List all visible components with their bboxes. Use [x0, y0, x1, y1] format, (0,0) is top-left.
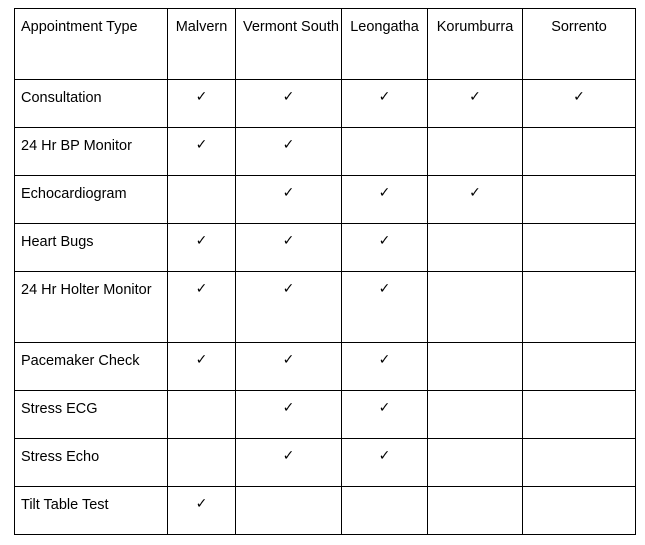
availability-cell [342, 128, 428, 176]
column-header-malvern: Malvern [168, 9, 236, 80]
checkmark-icon: ✓ [378, 185, 391, 201]
table-row [15, 439, 636, 487]
availability-cell [428, 224, 523, 272]
availability-cell [168, 80, 236, 128]
availability-cell [342, 80, 428, 128]
appointment-type-label: 24 Hr BP Monitor [15, 128, 168, 176]
availability-cell [523, 391, 636, 439]
column-header-korumburra: Korumburra [428, 9, 523, 80]
availability-cell [168, 128, 236, 176]
availability-cell [523, 487, 636, 535]
checkmark-icon: ✓ [282, 281, 295, 297]
column-header-appointment-type: Appointment Type [15, 9, 168, 80]
availability-cell [523, 439, 636, 487]
availability-cell [236, 272, 342, 343]
table-row [15, 80, 636, 128]
table-row [15, 176, 636, 224]
availability-cell [236, 487, 342, 535]
checkmark-icon: ✓ [282, 400, 295, 416]
appointment-availability-table [14, 8, 636, 535]
availability-cell [428, 391, 523, 439]
table-row [15, 128, 636, 176]
availability-cell [168, 391, 236, 439]
checkmark-icon: ✓ [282, 137, 295, 153]
availability-cell [342, 391, 428, 439]
availability-cell [428, 80, 523, 128]
availability-cell [236, 176, 342, 224]
column-header-leongatha: Leongatha [342, 9, 428, 80]
availability-cell [342, 224, 428, 272]
availability-cell [342, 487, 428, 535]
appointment-type-label: 24 Hr Holter Monitor [15, 272, 168, 343]
availability-cell [236, 80, 342, 128]
availability-cell [236, 224, 342, 272]
checkmark-icon: ✓ [573, 89, 585, 105]
availability-cell [428, 343, 523, 391]
table-row [15, 343, 636, 391]
appointment-type-label: Pacemaker Check [15, 343, 168, 391]
availability-cell [523, 224, 636, 272]
availability-cell [342, 439, 428, 487]
availability-cell [342, 272, 428, 343]
checkmark-icon: ✓ [282, 89, 295, 105]
availability-cell [342, 176, 428, 224]
checkmark-icon: ✓ [195, 496, 208, 512]
table-row [15, 391, 636, 439]
availability-cell [523, 80, 636, 128]
availability-cell [168, 272, 236, 343]
column-header-vermont-south: Vermont South [236, 9, 342, 80]
appointment-type-label: Stress Echo [15, 439, 168, 487]
appointment-type-label: Stress ECG [15, 391, 168, 439]
availability-cell [168, 487, 236, 535]
availability-cell [236, 439, 342, 487]
availability-cell [168, 224, 236, 272]
checkmark-icon: ✓ [378, 448, 391, 464]
availability-cell [168, 343, 236, 391]
checkmark-icon: ✓ [378, 400, 391, 416]
checkmark-icon: ✓ [195, 352, 208, 368]
appointment-type-label: Heart Bugs [15, 224, 168, 272]
header-row [15, 9, 636, 80]
checkmark-icon: ✓ [469, 89, 481, 105]
availability-cell [523, 128, 636, 176]
availability-cell [168, 176, 236, 224]
column-header-sorrento: Sorrento [523, 9, 636, 80]
checkmark-icon: ✓ [195, 89, 208, 105]
checkmark-icon: ✓ [282, 233, 295, 249]
checkmark-icon: ✓ [469, 185, 481, 201]
checkmark-icon: ✓ [282, 352, 295, 368]
appointment-type-label: Echocardiogram [15, 176, 168, 224]
checkmark-icon: ✓ [282, 185, 295, 201]
availability-cell [428, 272, 523, 343]
availability-cell [523, 343, 636, 391]
appointment-type-label: Consultation [15, 80, 168, 128]
availability-cell [428, 128, 523, 176]
availability-cell [236, 391, 342, 439]
checkmark-icon: ✓ [195, 233, 208, 249]
checkmark-icon: ✓ [378, 89, 391, 105]
availability-cell [428, 176, 523, 224]
availability-cell [236, 343, 342, 391]
availability-cell [342, 343, 428, 391]
checkmark-icon: ✓ [195, 281, 208, 297]
checkmark-icon: ✓ [195, 137, 208, 153]
table-row [15, 487, 636, 535]
availability-cell [168, 439, 236, 487]
checkmark-icon: ✓ [378, 281, 391, 297]
checkmark-icon: ✓ [282, 448, 295, 464]
checkmark-icon: ✓ [378, 352, 391, 368]
availability-cell [523, 272, 636, 343]
availability-cell [428, 439, 523, 487]
availability-cell [428, 487, 523, 535]
availability-cell [236, 128, 342, 176]
availability-cell [523, 176, 636, 224]
table-row [15, 224, 636, 272]
checkmark-icon: ✓ [378, 233, 391, 249]
table-row [15, 272, 636, 343]
appointment-type-label: Tilt Table Test [15, 487, 168, 535]
